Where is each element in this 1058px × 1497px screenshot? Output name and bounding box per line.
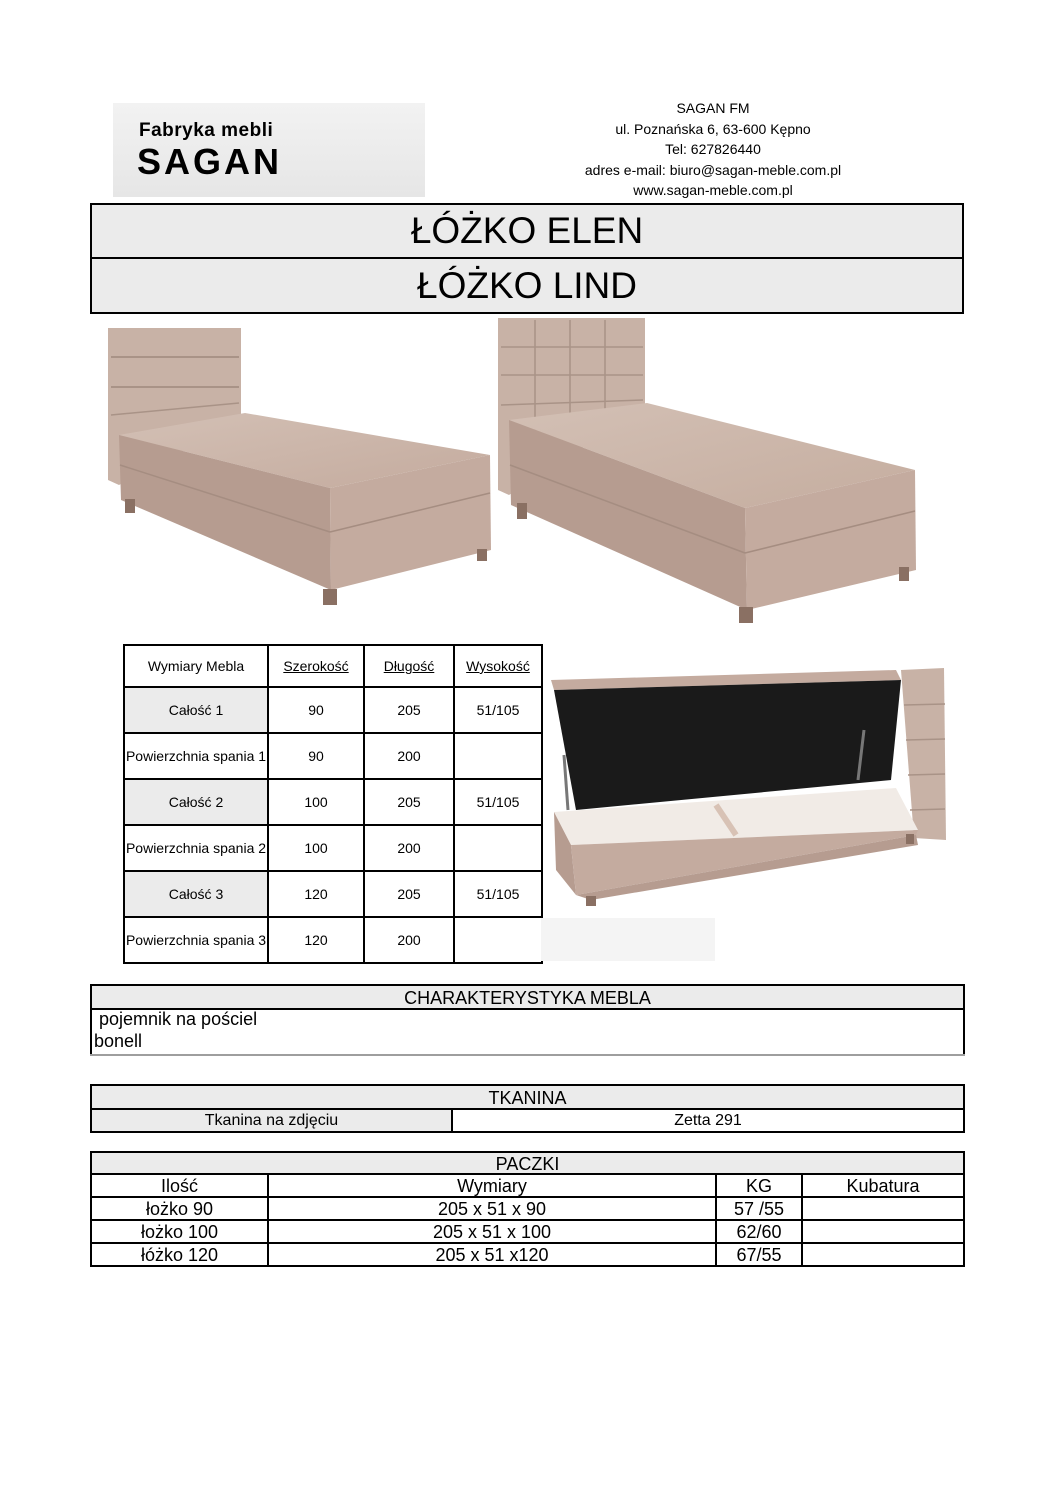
pk-row-dims: 205 x 51 x120 xyxy=(268,1243,716,1266)
dim-row-length: 200 xyxy=(364,733,454,779)
fabric-label: Tkanina na zdjęciu xyxy=(91,1109,452,1132)
company-info xyxy=(548,98,878,201)
product-title-lind: ŁÓŻKO LIND xyxy=(90,257,964,314)
table-row xyxy=(91,1109,964,1132)
dim-row-height: 51/105 xyxy=(454,687,542,733)
dim-header-label: Wymiary Mebla xyxy=(124,645,268,687)
dim-row-width: 90 xyxy=(268,687,364,733)
table-row xyxy=(124,871,542,917)
pk-row-name: łożko 90 xyxy=(91,1197,268,1220)
dim-row-height: 51/105 xyxy=(454,871,542,917)
characteristics-body xyxy=(90,1008,965,1056)
logo-line2: SAGAN xyxy=(137,141,283,182)
dim-header-width: Szerokość xyxy=(268,645,364,687)
company-address: ul. Poznańska 6, 63-600 Kępno xyxy=(615,120,811,137)
pk-row-dims: 205 x 51 x 90 xyxy=(268,1197,716,1220)
dim-row-length: 205 xyxy=(364,871,454,917)
bed-elen-photo xyxy=(105,325,495,610)
characteristics-header: CHARAKTERYSTYKA MEBLA xyxy=(90,984,965,1010)
pk-header-dims: Wymiary xyxy=(268,1174,716,1197)
fabric-header: TKANINA xyxy=(90,1084,965,1110)
table-row xyxy=(91,1220,964,1243)
dim-row-label: Powierzchnia spania 2 xyxy=(124,825,268,871)
dim-header-length: Długość xyxy=(364,645,454,687)
pk-header-volume: Kubatura xyxy=(802,1174,964,1197)
dim-row-width: 90 xyxy=(268,733,364,779)
packages-table xyxy=(90,1173,965,1267)
table-row xyxy=(124,687,542,733)
table-row xyxy=(91,1197,964,1220)
table-row xyxy=(124,917,542,963)
table-row xyxy=(124,779,542,825)
company-website[interactable]: www.sagan-meble.com.pl xyxy=(633,182,793,198)
dimensions-header-row xyxy=(124,645,542,687)
pk-row-name: łóżko 120 xyxy=(91,1243,268,1266)
pk-row-volume xyxy=(802,1197,964,1220)
dim-header-height: Wysokość xyxy=(454,645,542,687)
dim-row-length: 200 xyxy=(364,917,454,963)
dim-row-height xyxy=(454,825,542,871)
table-row xyxy=(124,825,542,871)
company-phone: Tel: 627826440 xyxy=(665,141,761,157)
dim-row-label: Całość 3 xyxy=(124,871,268,917)
fabric-table xyxy=(90,1108,965,1133)
dim-row-height xyxy=(454,917,542,963)
dim-row-height: 51/105 xyxy=(454,779,542,825)
packages-header: PACZKI xyxy=(90,1151,965,1175)
dim-row-height xyxy=(454,733,542,779)
company-logo xyxy=(113,103,425,197)
logo-line1: Fabryka mebli xyxy=(139,120,274,141)
product-title-elen: ŁÓŻKO ELEN xyxy=(90,203,964,259)
dim-row-width: 120 xyxy=(268,871,364,917)
dim-row-label: Całość 2 xyxy=(124,779,268,825)
pk-row-dims: 205 x 51 x 100 xyxy=(268,1220,716,1243)
dim-row-length: 205 xyxy=(364,779,454,825)
dim-row-label: Powierzchnia spania 1 xyxy=(124,733,268,779)
dim-row-length: 205 xyxy=(364,687,454,733)
pk-row-kg: 62/60 xyxy=(716,1220,802,1243)
dim-row-length: 200 xyxy=(364,825,454,871)
photo-caption-bar xyxy=(541,918,715,961)
table-row xyxy=(124,733,542,779)
packages-header-row xyxy=(91,1174,964,1197)
bed-storage-photo xyxy=(546,660,948,910)
dim-row-label: Całość 1 xyxy=(124,687,268,733)
fabric-value: Zetta 291 xyxy=(452,1109,964,1132)
pk-row-name: łożko 100 xyxy=(91,1220,268,1243)
pk-header-qty: Ilość xyxy=(91,1174,268,1197)
company-name: SAGAN FM xyxy=(676,100,750,116)
bed-lind-photo xyxy=(495,315,920,625)
pk-row-kg: 57 /55 xyxy=(716,1197,802,1220)
dim-row-width: 100 xyxy=(268,779,364,825)
characteristics-divider xyxy=(90,1054,965,1056)
characteristic-item: bonell xyxy=(94,1031,143,1051)
dim-row-label: Powierzchnia spania 3 xyxy=(124,917,268,963)
dim-row-width: 120 xyxy=(268,917,364,963)
pk-row-volume xyxy=(802,1220,964,1243)
table-row xyxy=(91,1243,964,1266)
company-email[interactable]: adres e-mail: biuro@sagan-meble.com.pl xyxy=(584,161,842,178)
characteristic-item: pojemnik na pościel xyxy=(99,1009,258,1029)
pk-row-kg: 67/55 xyxy=(716,1243,802,1266)
pk-row-volume xyxy=(802,1243,964,1266)
dimensions-table xyxy=(123,644,543,964)
pk-header-kg: KG xyxy=(716,1174,802,1197)
dim-row-width: 100 xyxy=(268,825,364,871)
